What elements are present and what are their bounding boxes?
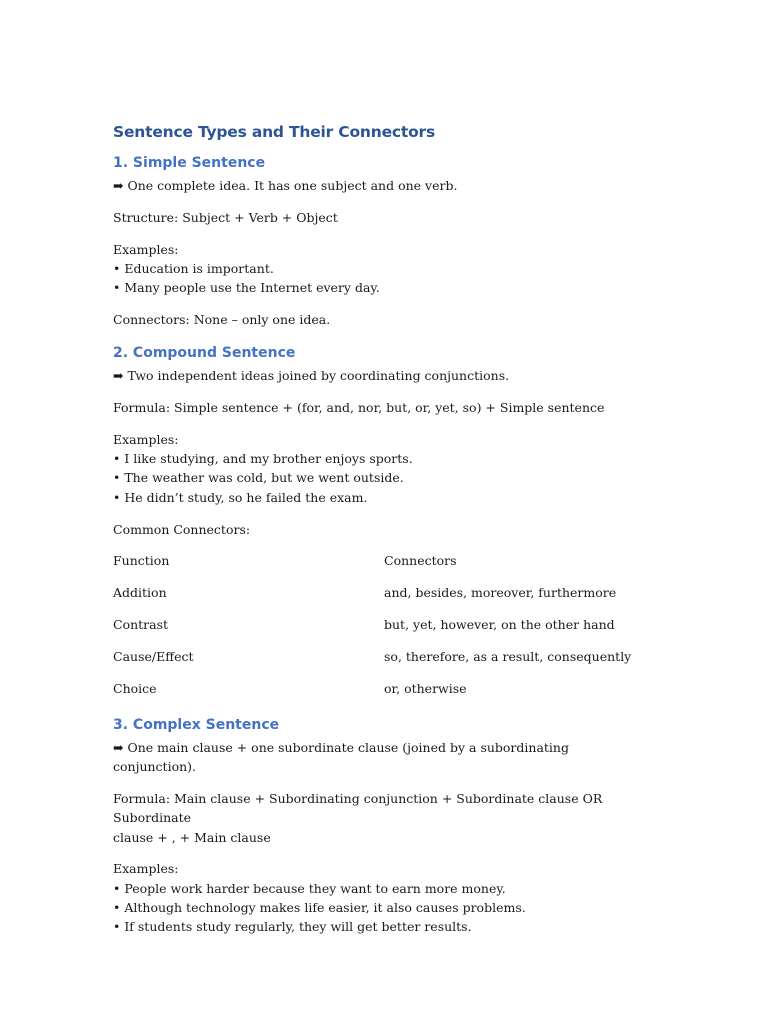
table-row [113, 647, 653, 666]
document-body [113, 123, 653, 949]
complex-intro: ➡ One main clause + one subordinate clause (joined by a subordinating conjunction). [113, 739, 569, 775]
section-heading-complex: 3. Complex Sentence [113, 716, 280, 733]
table-row [113, 583, 653, 602]
example-item: • Many people use the Internet every day. [113, 280, 380, 296]
example-item: • Although technology makes life easier, it also causes problems. [113, 899, 526, 915]
common-connectors-label: Common Connectors: [113, 521, 251, 537]
connectors-table [113, 551, 653, 697]
example-item: • Education is important. [113, 260, 274, 276]
simple-examples [113, 240, 653, 298]
examples-label: Examples: [113, 431, 179, 447]
example-item: • I like studying, and my brother enjoys sports. [113, 451, 413, 467]
table-cell: so, therefore, as a result, consequently [384, 648, 632, 664]
compound-formula: Formula: Simple sentence + (for, and, nor, but, or, yet, so) + Simple sentence [113, 400, 605, 416]
examples-label: Examples: [113, 241, 179, 257]
table-cell: but, yet, however, on the other hand [384, 616, 615, 632]
table-cell: or, otherwise [384, 680, 467, 696]
section-heading-compound: 2. Compound Sentence [113, 345, 296, 362]
table-header-row [113, 551, 653, 570]
document-title: Sentence Types and Their Connectors [113, 123, 436, 141]
complex-examples [113, 859, 653, 936]
simple-connectors: Connectors: None – only one idea. [113, 311, 331, 327]
table-row [113, 615, 653, 634]
examples-label: Examples: [113, 861, 179, 877]
table-cell: Cause/Effect [113, 648, 194, 664]
section-heading-simple: 1. Simple Sentence [113, 155, 266, 171]
example-item: • The weather was cold, but we went outside. [113, 470, 404, 486]
table-cell: Choice [113, 680, 157, 696]
compound-examples [113, 430, 653, 507]
compound-intro: ➡ Two independent ideas joined by coordinating conjunctions. [113, 368, 510, 384]
table-cell: and, besides, moreover, furthermore [384, 585, 617, 601]
table-row [113, 679, 653, 698]
formula-line: Formula: Main clause + Subordinating conjunction + Subordinate clause OR Subordinate [113, 790, 603, 826]
example-item: • If students study regularly, they will get better results. [113, 919, 472, 935]
table-header-cell: Connectors [384, 553, 457, 569]
example-item: • People work harder because they want to earn more money. [113, 880, 506, 896]
table-cell: Addition [113, 585, 167, 601]
table-cell: Contrast [113, 616, 169, 632]
example-item: • He didn’t study, so he failed the exam. [113, 489, 368, 505]
simple-intro: ➡ One complete idea. It has one subject and one verb. [113, 178, 458, 193]
complex-formula [113, 789, 653, 847]
simple-structure: Structure: Subject + Verb + Object [113, 209, 338, 225]
table-header-cell: Function [113, 553, 170, 569]
formula-line: clause + , + Main clause [113, 829, 271, 845]
